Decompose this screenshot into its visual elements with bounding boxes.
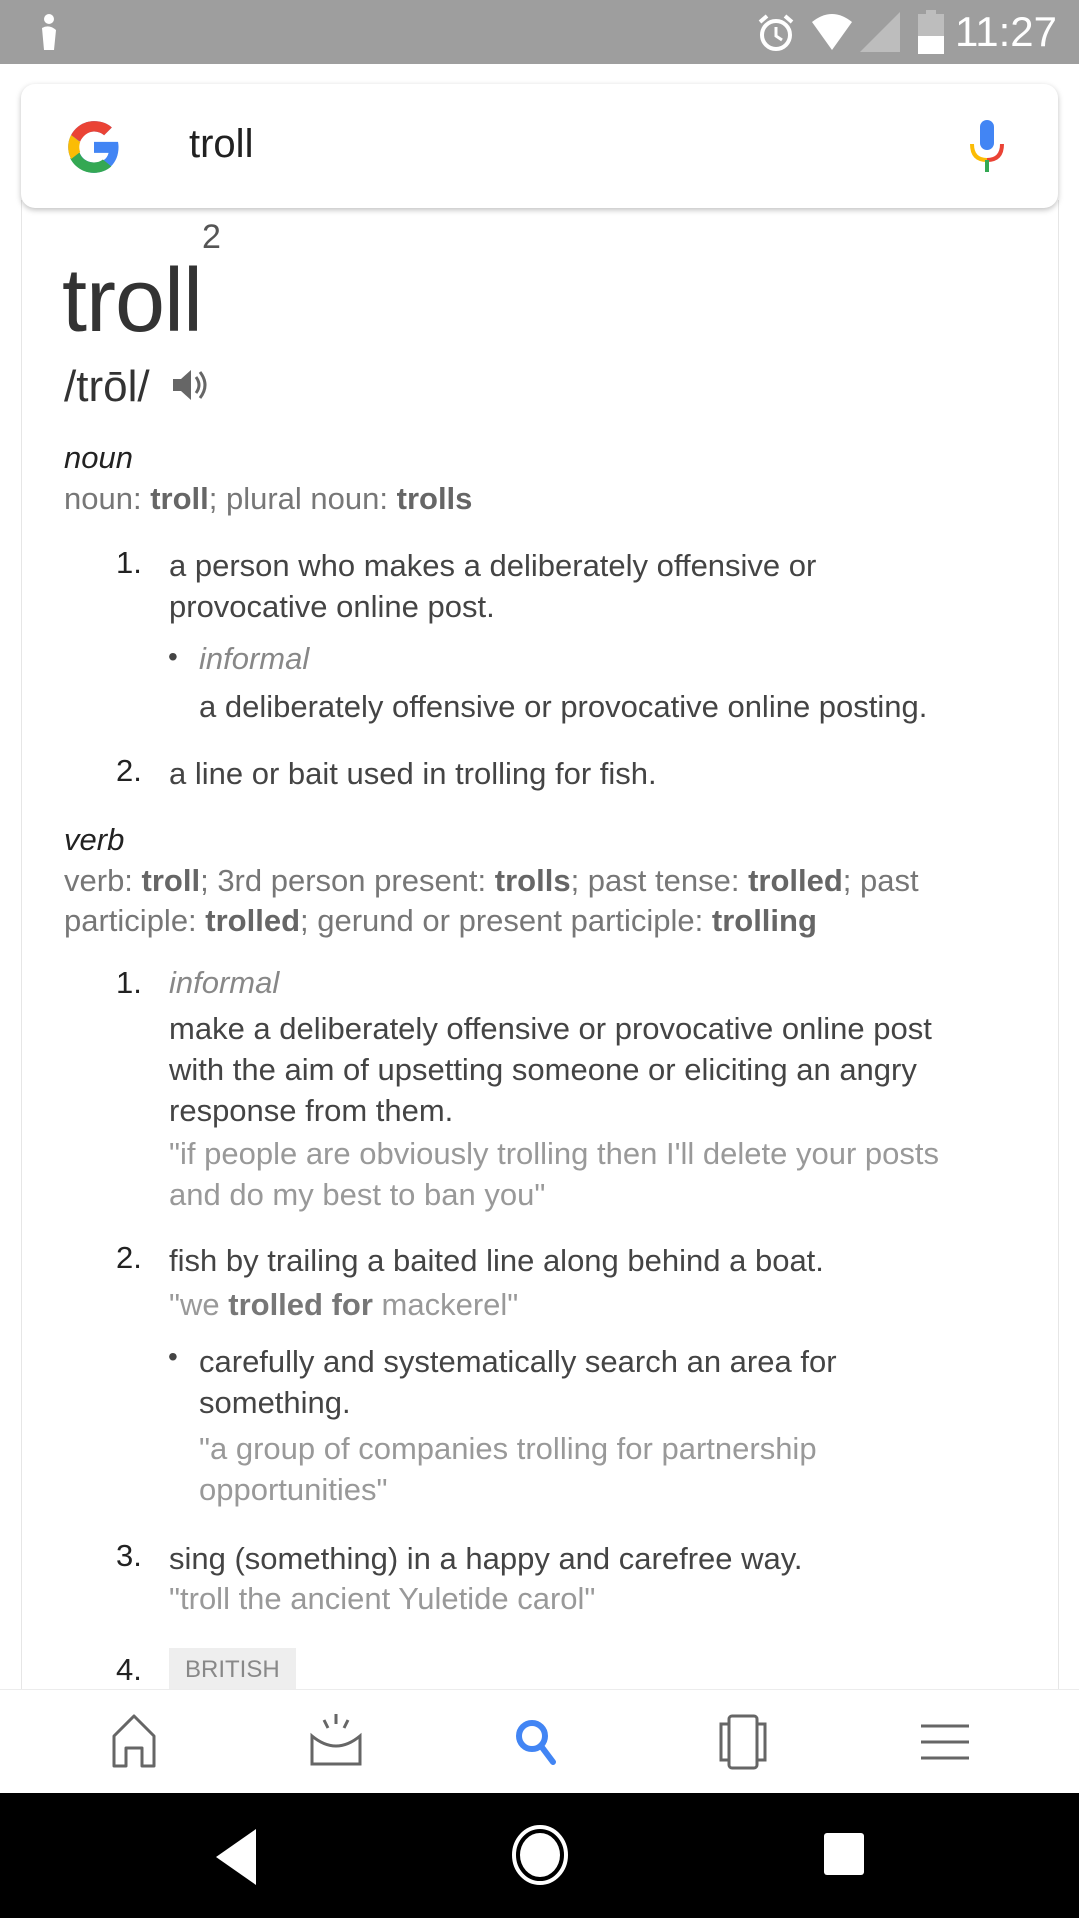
example — [169, 1284, 518, 1325]
example — [169, 1133, 939, 1215]
region-tag: BRITISH — [169, 1648, 296, 1696]
example-line: and do my best to ban you" — [169, 1177, 546, 1212]
notification-icon — [34, 12, 64, 52]
definition-line: a person who makes a deliberately offensive or — [169, 548, 817, 583]
homograph-number: 2 — [202, 218, 220, 256]
bold-term: trolled — [205, 903, 301, 938]
text-segment: ; past — [842, 863, 919, 898]
bullet: • — [168, 1341, 178, 1372]
bold-term: trolling — [711, 903, 817, 938]
back-icon[interactable] — [214, 1827, 258, 1887]
bullet: • — [168, 641, 178, 672]
text-segment: participle: — [64, 903, 206, 938]
sense-number: 1. — [116, 965, 142, 1000]
system-nav-bar — [0, 1793, 1079, 1918]
bold-term: trolls — [396, 481, 473, 516]
text-segment: ; past tense: — [570, 863, 749, 898]
sense-number: 3. — [116, 1538, 142, 1573]
headword — [62, 218, 220, 353]
example-line: "a group of companies trolling for partnership — [199, 1431, 817, 1466]
bold-term: trolled for — [228, 1287, 373, 1322]
definition: sing (something) in a happy and carefree way. — [169, 1541, 803, 1576]
home-button-icon[interactable] — [510, 1823, 570, 1887]
bold-term: trolled — [748, 863, 843, 898]
text-segment: ; plural noun: — [208, 481, 397, 516]
example — [199, 1428, 817, 1510]
noun-forms — [64, 478, 472, 519]
signal-icon — [860, 12, 900, 52]
home-icon[interactable] — [104, 1712, 164, 1772]
speaker-icon[interactable] — [170, 365, 210, 405]
sense-number: 4. — [116, 1652, 142, 1687]
sense-number: 2. — [116, 1240, 142, 1275]
recents-button-icon[interactable] — [824, 1833, 864, 1875]
search-icon[interactable] — [508, 1712, 568, 1772]
register-label: informal — [199, 641, 310, 676]
pronunciation — [64, 362, 210, 412]
status-bar — [0, 0, 1079, 64]
definition: a line or bait used in trolling for fish. — [169, 756, 657, 791]
example-line: "if people are obviously trolling then I'll delete your posts — [169, 1136, 939, 1171]
clock: 11:27 — [955, 8, 1057, 55]
text-segment: mackerel" — [372, 1287, 519, 1322]
verb-forms — [64, 900, 817, 941]
mic-icon[interactable] — [967, 120, 1007, 176]
sense-number: 1. — [116, 545, 142, 580]
bottom-nav — [0, 1689, 1079, 1793]
sense-number: 2. — [116, 753, 142, 788]
alarm-icon — [756, 12, 796, 54]
definition-line: provocative online post. — [169, 589, 495, 624]
definition — [169, 545, 816, 627]
definition-line: with the aim of upsetting someone or eliciting an angry — [169, 1052, 917, 1087]
definition: fish by trailing a baited line along behind a boat. — [169, 1243, 824, 1278]
definition-line: response from them. — [169, 1093, 454, 1128]
google-logo-icon — [63, 116, 125, 178]
search-bar[interactable] — [21, 84, 1058, 208]
register-label: informal — [169, 965, 280, 1000]
bold-term: trolls — [494, 863, 571, 898]
battery-icon — [918, 10, 944, 54]
text-segment: "we — [169, 1287, 229, 1322]
example: "troll the ancient Yuletide carol" — [169, 1581, 596, 1616]
definition — [199, 1341, 837, 1423]
definition — [169, 1008, 932, 1131]
verb-label: verb — [64, 822, 125, 857]
search-query[interactable]: troll — [189, 122, 254, 166]
text-segment: verb: — [64, 863, 142, 898]
menu-icon[interactable] — [915, 1712, 975, 1772]
recent-icon[interactable] — [713, 1712, 773, 1772]
pronunciation-text: /trōl/ — [64, 362, 150, 411]
definition: a deliberately offensive or provocative online posting. — [199, 689, 928, 724]
bold-term: troll — [150, 481, 209, 516]
updates-icon[interactable] — [306, 1712, 366, 1772]
text-segment: ; 3rd person present: — [200, 863, 495, 898]
example-line: opportunities" — [199, 1472, 388, 1507]
noun-label: noun — [64, 440, 133, 475]
text-segment: ; gerund or present participle: — [300, 903, 712, 938]
definition-line: carefully and systematically search an area for — [199, 1344, 837, 1379]
headword-text: troll — [62, 251, 203, 351]
definition-line: something. — [199, 1385, 351, 1420]
text-segment: noun: — [64, 481, 151, 516]
definition-line: make a deliberately offensive or provocative online post — [169, 1011, 932, 1046]
wifi-icon — [810, 12, 854, 52]
verb-forms — [64, 860, 919, 901]
bold-term: troll — [141, 863, 201, 898]
